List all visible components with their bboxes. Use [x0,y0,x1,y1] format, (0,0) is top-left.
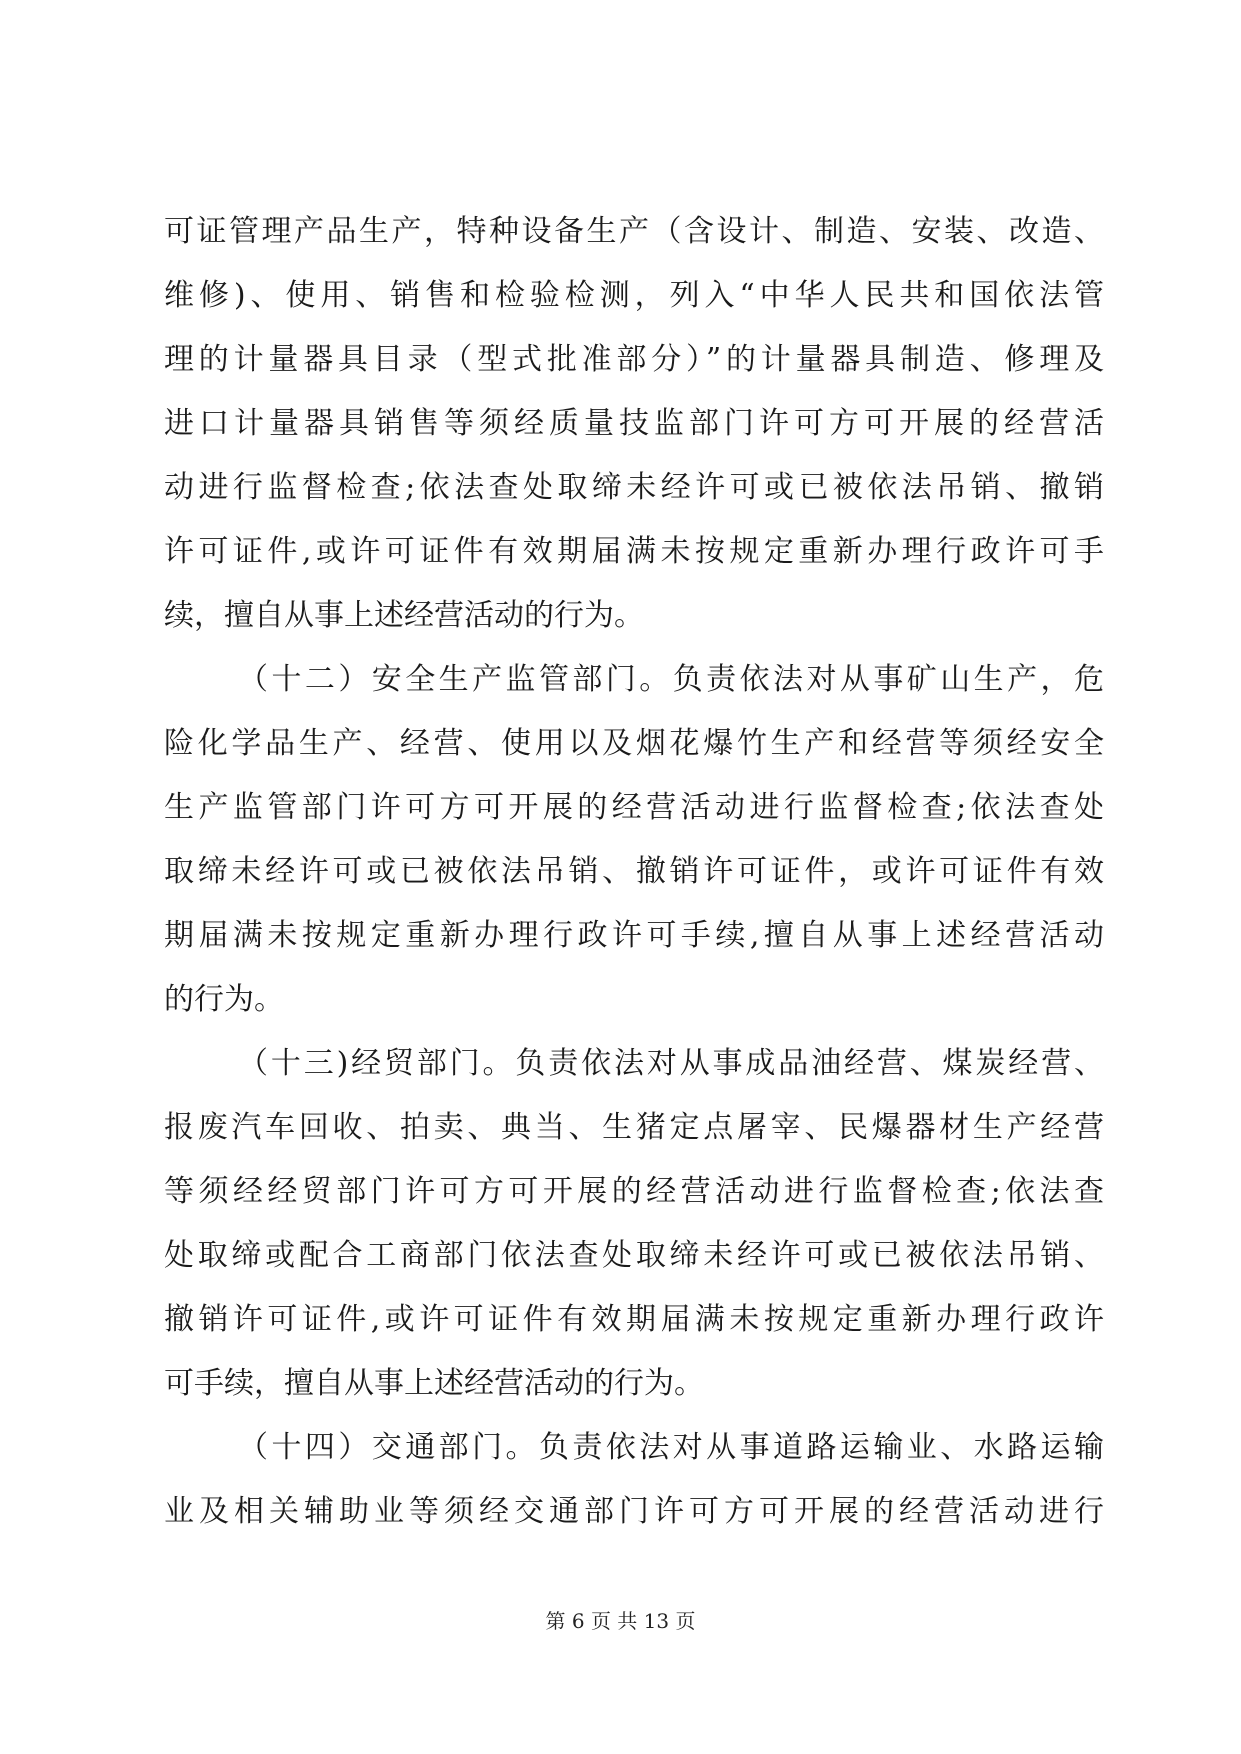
text-line: 的行为。 [164,982,284,1017]
text-line: （十三)经贸部门。负责依法对从事成品油经营、煤炭经营、 [238,1046,1104,1081]
text-line: 处取缔或配合工商部门依法查处取缔未经许可或已被依法吊销、 [164,1238,1104,1273]
text-line: 动进行监督检查;依法查处取缔未经许可或已被依法吊销、撤销 [164,470,1104,505]
text-line: 报废汽车回收、拍卖、典当、生猪定点屠宰、民爆器材生产经营 [164,1110,1104,1145]
text-line: 理的计量器具目录（型式批准部分）”的计量器具制造、修理及 [164,342,1104,377]
text-line: 续，擅自从事上述经营活动的行为。 [164,598,644,633]
text-line: 期届满未按规定重新办理行政许可手续,擅自从事上述经营活动 [164,918,1104,953]
text-line: （十四）交通部门。负责依法对从事道路运输业、水路运输 [238,1430,1104,1465]
text-line: 可证管理产品生产，特种设备生产（含设计、制造、安装、改造、 [164,214,1104,249]
text-line: 进口计量器具销售等须经质量技监部门许可方可开展的经营活 [164,406,1104,441]
text-line: 业及相关辅助业等须经交通部门许可方可开展的经营活动进行 [164,1494,1104,1529]
text-line: 可手续，擅自从事上述经营活动的行为。 [164,1366,704,1401]
text-line: 取缔未经许可或已被依法吊销、撤销许可证件，或许可证件有效 [164,854,1104,889]
page-footer [0,1607,1241,1635]
text-line: 撤销许可证件,或许可证件有效期届满未按规定重新办理行政许 [164,1302,1104,1337]
text-line: 等须经经贸部门许可方可开展的经营活动进行监督检查;依法查 [164,1174,1104,1209]
text-line: 许可证件,或许可证件有效期届满未按规定重新办理行政许可手 [164,534,1104,569]
text-line: 维修)、使用、销售和检验检测，列入“中华人民共和国依法管 [164,278,1104,313]
page-number-label: 第 6 页 共 13 页 [545,1609,696,1633]
text-line: 生产监管部门许可方可开展的经营活动进行监督检查;依法查处 [164,790,1104,825]
text-line: （十二）安全生产监管部门。负责依法对从事矿山生产，危 [238,662,1104,697]
document-body [164,200,1104,1544]
text-line: 险化学品生产、经营、使用以及烟花爆竹生产和经营等须经安全 [164,726,1104,761]
